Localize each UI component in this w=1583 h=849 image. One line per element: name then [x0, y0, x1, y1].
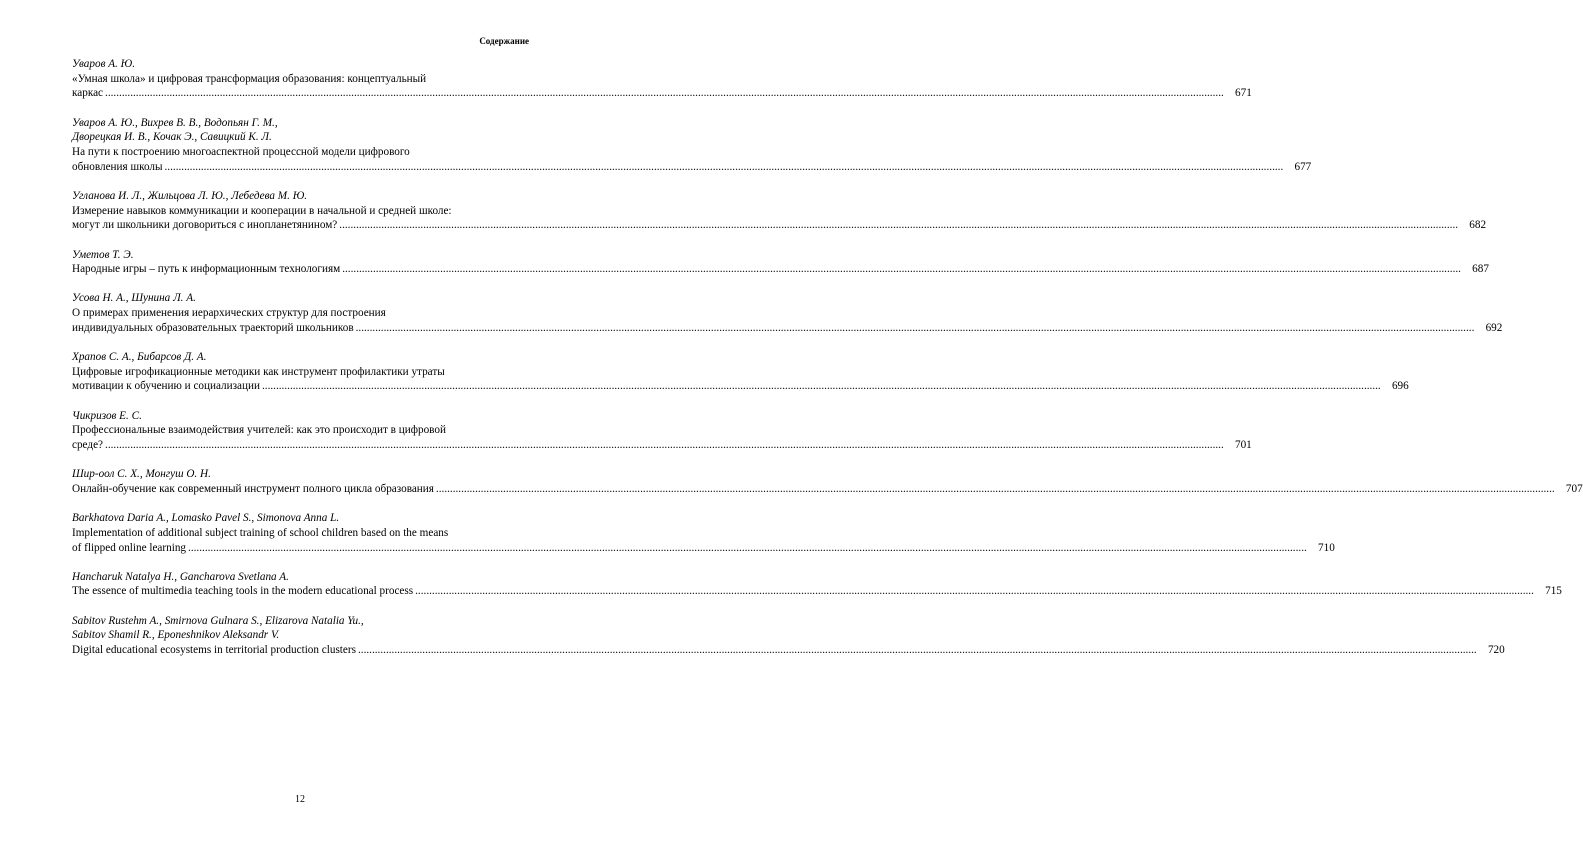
toc-entry-authors: Уваров А. Ю., Вихрев В. В., Водопьян Г. М., Дворецкая И. В., Кочак Э., Савицкий К. Л. [72, 116, 278, 144]
toc-entry-title-text: каркас [72, 87, 104, 100]
dot-leader: ................................................................................................................................................................................................................................................................................................................................................................................................................ [355, 321, 1475, 334]
toc-entry[interactable] [72, 248, 1489, 277]
toc-entry-title-line: О примерах применения иерархических структур для построения [72, 307, 386, 320]
toc-entry-title-text: Народные игры – путь к информационным технологиям [72, 263, 341, 276]
toc-entry[interactable] [72, 570, 1562, 599]
toc-entry-title-text: могут ли школьники договориться с инопланетянином? [72, 219, 338, 232]
toc-entry[interactable] [72, 57, 1252, 101]
toc-entry-title-line: Профессиональные взаимодействия учителей: как это происходит в цифровой [72, 424, 446, 437]
toc-entry-title-end [72, 584, 1562, 599]
toc-entry-authors: Чикризов Е. С. [72, 409, 142, 422]
toc-entry[interactable] [72, 350, 1409, 394]
toc-entry-authors: Храпов С. А., Бибарсов Д. А. [72, 351, 207, 364]
toc-entry-title-end [72, 482, 1583, 497]
toc-entry-title-text: среде? [72, 439, 104, 452]
dot-leader: ................................................................................................................................................................................................................................................................................................................................................................................................................ [342, 263, 1461, 276]
toc-entry-page-number: 696 [1391, 380, 1409, 393]
toc-entry-authors: Угланова И. Л., Жильцова Л. Ю., Лебедева М. Ю. [72, 189, 308, 202]
toc-entry-page-number: 707 [1565, 482, 1583, 495]
toc-entry-authors: Barkhatova Daria A., Lomasko Pavel S., Simonova Anna L. [72, 512, 340, 525]
table-of-contents [72, 57, 1583, 672]
toc-entry-title-text: Онлайн-обучение как современный инструмент полного цикла образования [72, 482, 434, 495]
toc-entry-title-end [72, 321, 1503, 336]
toc-entry[interactable] [72, 614, 1505, 658]
toc-entry-page-number: 715 [1545, 585, 1562, 598]
toc-entry-title-line: На пути к построению многоаспектной процессной модели цифрового [72, 146, 410, 159]
toc-entry-title-line: Implementation of additional subject training of school children based on the means [72, 526, 449, 539]
toc-entry-title-end [72, 262, 1489, 277]
dot-leader: ................................................................................................................................................................................................................................................................................................................................................................................................................ [415, 585, 1534, 598]
dot-leader: ................................................................................................................................................................................................................................................................................................................................................................................................................ [164, 160, 1284, 173]
toc-entry-authors: Усова Н. А., Шунина Л. А. [72, 292, 196, 305]
dot-leader: ................................................................................................................................................................................................................................................................................................................................................................................................................ [357, 644, 1477, 657]
toc-entry-authors: Уваров А. Ю. [72, 58, 135, 70]
toc-entry-authors: Hancharuk Natalya H., Gancharova Svetlana A. [72, 570, 289, 583]
toc-entry-title-end [72, 379, 1409, 394]
toc-entry[interactable] [72, 189, 1487, 233]
dot-leader: ................................................................................................................................................................................................................................................................................................................................................................................................................ [105, 87, 1224, 100]
toc-entry[interactable] [72, 511, 1335, 555]
toc-entry-title-end [72, 218, 1487, 233]
toc-entry-page-number: 687 [1472, 263, 1489, 276]
dot-leader: ................................................................................................................................................................................................................................................................................................................................................................................................................ [105, 439, 1224, 452]
toc-entry-title-line: «Умная школа» и цифровая трансформация образования: концептуальный [72, 72, 427, 85]
toc-entry-title-end [72, 541, 1335, 556]
page-number: 12 [295, 794, 305, 805]
toc-entry[interactable] [72, 409, 1252, 453]
toc-entry-page-number: 710 [1318, 541, 1335, 554]
toc-entry-title-text: The essence of multimedia teaching tools in the modern educational process [72, 585, 414, 598]
toc-entry-title-text: мотивации к обучению и социализации [72, 380, 260, 393]
toc-entry-authors: Sabitov Rustehm A., Smirnova Gulnara S., Elizarova Natalia Yu., Sabitov Shamil R., Eponeshnikov Aleksandr V. [72, 614, 364, 642]
toc-entry-page-number: 692 [1485, 321, 1503, 334]
toc-entry-title-end [72, 160, 1312, 175]
toc-entry-title-line: Измерение навыков коммуникации и кооперации в начальной и средней школе: [72, 204, 452, 217]
toc-entry-title-line: Цифровые игрофикационные методики как инструмент профилактики утраты [72, 365, 445, 378]
toc-entry[interactable] [72, 116, 1312, 175]
toc-entry-page-number: 720 [1487, 644, 1505, 657]
toc-entry-title-end [72, 643, 1505, 658]
toc-entry-title-text: индивидуальных образовательных траекторий школьников [72, 321, 354, 334]
toc-entry-title-text: of flipped online learning [72, 541, 187, 554]
toc-entry[interactable] [72, 467, 1583, 496]
toc-entry-title-text: обновления школы [72, 160, 163, 173]
dot-leader: ................................................................................................................................................................................................................................................................................................................................................................................................................ [435, 482, 1555, 495]
running-header: Содержание [479, 36, 529, 46]
toc-entry[interactable] [72, 291, 1503, 335]
dot-leader: ................................................................................................................................................................................................................................................................................................................................................................................................................ [339, 219, 1459, 232]
toc-entry-page-number: 682 [1469, 219, 1487, 232]
toc-entry-title-end [72, 438, 1252, 453]
toc-entry-authors: Уметов Т. Э. [72, 248, 134, 261]
dot-leader: ................................................................................................................................................................................................................................................................................................................................................................................................................ [261, 380, 1381, 393]
toc-entry-title-text: Digital educational ecosystems in territorial production clusters [72, 644, 356, 657]
toc-entry-page-number: 671 [1235, 87, 1252, 100]
toc-entry-authors: Шир-оол С. Х., Монгуш О. Н. [72, 468, 211, 481]
toc-entry-page-number: 701 [1234, 439, 1252, 452]
toc-entry-page-number: 677 [1294, 160, 1312, 173]
toc-entry-title-end [72, 86, 1252, 101]
dot-leader: ................................................................................................................................................................................................................................................................................................................................................................................................................ [188, 541, 1307, 554]
